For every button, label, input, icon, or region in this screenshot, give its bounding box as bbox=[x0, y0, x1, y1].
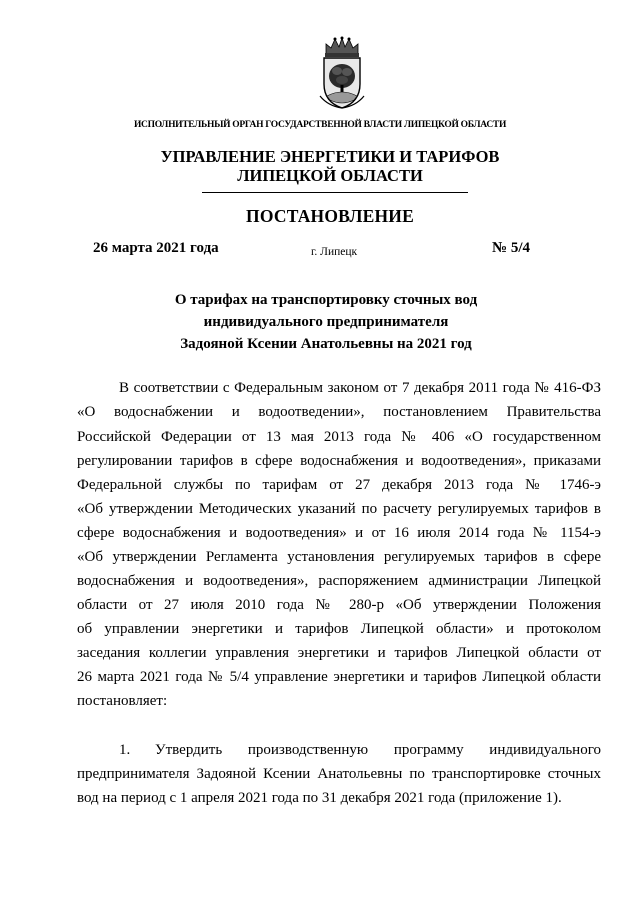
preamble-line: об управлении энергетики и тарифов Липецкой области» и протоколом bbox=[77, 621, 601, 637]
preamble-line: регулировании тарифов в сфере водоснабжения и водоотведения», приказами bbox=[77, 453, 601, 469]
lipetsk-coat-of-arms-icon bbox=[318, 36, 366, 110]
header-divider bbox=[202, 192, 468, 193]
item-1-line: Утвердить производственную программу индивидуального bbox=[155, 742, 601, 758]
preamble-line: «О водоснабжении и водоотведении», постановлением Правительства bbox=[77, 404, 601, 420]
item-1-first-line bbox=[119, 738, 601, 762]
preamble-line: Федеральной службы по тарифам от 27 декабря 2013 года № 1746-э bbox=[77, 477, 601, 493]
subject-line2: индивидуального предпринимателя bbox=[203, 314, 449, 330]
preamble-line: постановляет: bbox=[77, 693, 168, 709]
preamble-line: заседания коллегии управления энергетики и тарифов Липецкой области от bbox=[77, 645, 601, 661]
preamble-line: «Об утверждении Методических указаний по расчету регулируемых тарифов в bbox=[77, 501, 601, 517]
document-number: № 5/4 bbox=[492, 240, 530, 256]
department-name-line1: УПРАВЛЕНИЕ ЭНЕРГЕТИКИ И ТАРИФОВ bbox=[160, 147, 500, 166]
subject-line1: О тарифах на транспортировку сточных вод bbox=[174, 292, 478, 308]
preamble-line: 26 марта 2021 года № 5/4 управление энергетики и тарифов Липецкой области bbox=[77, 669, 601, 685]
preamble-line: области от 27 июля 2010 года № 280-р «Об утверждении Положения bbox=[77, 597, 601, 613]
preamble-line: водоснабжения и водоотведения», распоряжением администрации Липецкой bbox=[77, 573, 601, 589]
preamble-line: В соответствии с Федеральным законом от 7 декабря 2011 года № 416-ФЗ bbox=[119, 380, 601, 396]
preamble-line: сфере водоснабжения и водоотведения» и от 16 июля 2014 года № 1154-э bbox=[77, 525, 601, 541]
subject-line3: Задояной Ксении Анатольевны на 2021 год bbox=[180, 336, 472, 352]
preamble-line: «Об утверждении Регламента установления регулируемых тарифов в сфере bbox=[77, 549, 601, 565]
preamble-line: Российской Федерации от 13 мая 2013 года № 406 «О государственном bbox=[77, 429, 601, 445]
item-1-line: вод на период с 1 апреля 2021 года по 31 декабря 2021 года (приложение 1). bbox=[77, 790, 562, 806]
document-city: г. Липецк bbox=[311, 246, 358, 258]
document-type-title: ПОСТАНОВЛЕНИЕ bbox=[246, 206, 414, 226]
department-name-line2: ЛИПЕЦКОЙ ОБЛАСТИ bbox=[237, 166, 423, 185]
executive-authority-line: ИСПОЛНИТЕЛЬНЫЙ ОРГАН ГОСУДАРСТВЕННОЙ ВЛАСТИ ЛИПЕЦКОЙ ОБЛАСТИ bbox=[133, 120, 507, 130]
item-1-number: 1. bbox=[119, 742, 131, 758]
item-1-line: предпринимателя Задояной Ксении Анатольевны по транспортировке сточных bbox=[77, 766, 601, 782]
document-date: 26 марта 2021 года bbox=[93, 240, 219, 256]
